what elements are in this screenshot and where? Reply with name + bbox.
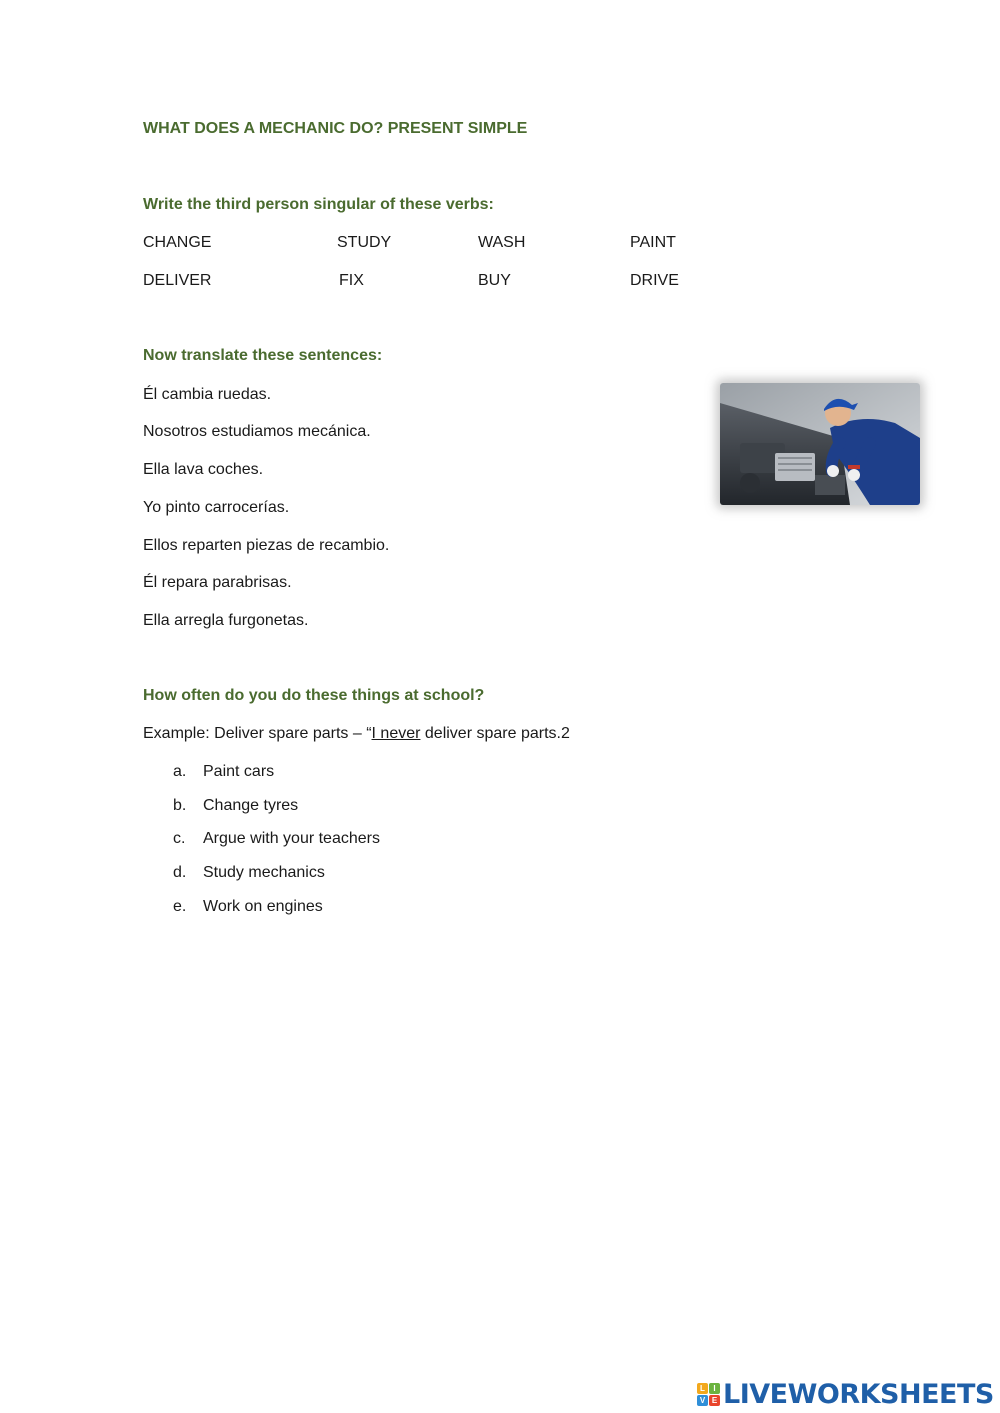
sentence: Ella lava coches. bbox=[143, 461, 264, 478]
mechanic-illustration bbox=[720, 383, 920, 505]
example-suffix: deliver spare parts.2 bbox=[420, 725, 570, 742]
logo-letter: I bbox=[709, 1383, 720, 1394]
logo-letter: L bbox=[697, 1383, 708, 1394]
list-item-marker: b. bbox=[173, 797, 187, 814]
section-heading-verbs: Write the third person singular of these verbs: bbox=[143, 196, 494, 213]
section-heading-translate: Now translate these sentences: bbox=[143, 347, 383, 364]
list-item-marker: a. bbox=[173, 763, 187, 780]
verb-cell: CHANGE bbox=[143, 234, 212, 251]
list-item: Argue with your teachers bbox=[203, 830, 380, 847]
list-item-marker: e. bbox=[173, 898, 187, 915]
sentence: Yo pinto carrocerías. bbox=[143, 499, 290, 516]
page-title: WHAT DOES A MECHANIC DO? PRESENT SIMPLE bbox=[143, 120, 528, 137]
sentence: Ella arregla furgonetas. bbox=[143, 612, 309, 629]
liveworksheets-logo[interactable] bbox=[697, 1378, 994, 1410]
list-item: Work on engines bbox=[203, 898, 323, 915]
verb-cell: BUY bbox=[478, 272, 511, 289]
logo-letter: V bbox=[697, 1395, 708, 1406]
logo-mark-icon bbox=[697, 1383, 720, 1406]
sentence: Ellos reparten piezas de recambio. bbox=[143, 537, 390, 554]
mechanic-photo bbox=[720, 383, 920, 505]
verb-cell: PAINT bbox=[630, 234, 676, 251]
logo-letter: E bbox=[709, 1395, 720, 1406]
sentence: Nosotros estudiamos mecánica. bbox=[143, 423, 371, 440]
list-item: Study mechanics bbox=[203, 864, 325, 881]
sentence: Él repara parabrisas. bbox=[143, 574, 292, 591]
list-item-marker: d. bbox=[173, 864, 187, 881]
section-heading-frequency: How often do you do these things at school? bbox=[143, 687, 485, 704]
verb-cell: DRIVE bbox=[630, 272, 679, 289]
example-prefix: Example: Deliver spare parts – “ bbox=[143, 725, 372, 742]
verb-cell: STUDY bbox=[337, 234, 392, 251]
example-underlined: I never bbox=[371, 725, 421, 742]
verb-cell: FIX bbox=[339, 272, 364, 289]
list-item: Change tyres bbox=[203, 797, 299, 814]
list-item: Paint cars bbox=[203, 763, 275, 780]
logo-text: LIVEWORKSHEETS bbox=[723, 1378, 994, 1410]
verb-cell: DELIVER bbox=[143, 272, 212, 289]
example-line bbox=[143, 724, 570, 744]
verb-cell: WASH bbox=[478, 234, 526, 251]
sentence: Él cambia ruedas. bbox=[143, 386, 272, 403]
list-item-marker: c. bbox=[173, 830, 186, 847]
